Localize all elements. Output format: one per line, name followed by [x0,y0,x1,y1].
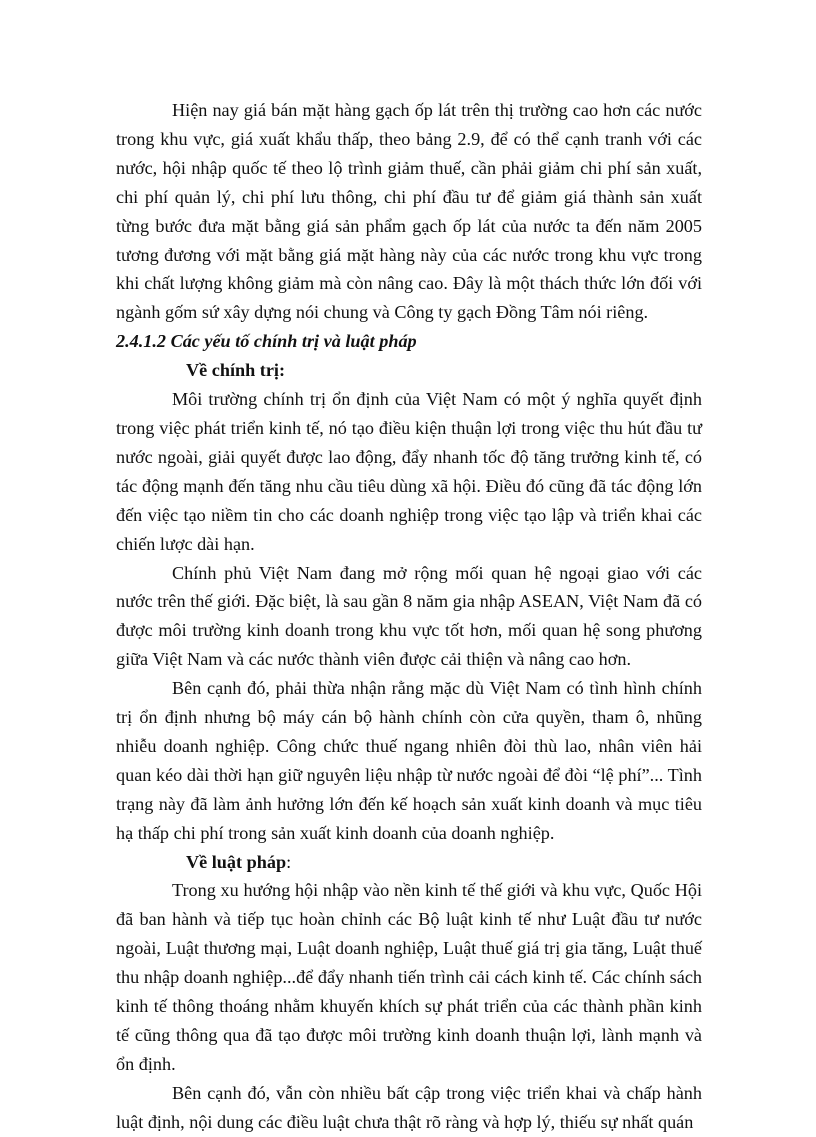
law-paragraph: Bên cạnh đó, vẫn còn nhiều bất cập trong việc triển khai và chấp hành luật định, nội dung các điều luật chưa thật rõ ràng và hợp lý, thiếu sự nhất quán [116,1082,702,1132]
paragraph-price-competition: Hiện nay giá bán mặt hàng gạch ốp lát trên thị trường cao hơn các nước trong khu vực, giá xuất khẩu thấp, theo bảng 2.9, để có thể cạnh tranh với các nước, hội nhập quốc tế theo lộ trình giảm thuế, cần phải giảm chi phí sản xuất, chi phí quản lý, chi phí lưu thông, chi phí đầu tư để giảm giá thành sản xuất từng bước đưa mặt bằng giá sản phẩm gạch ốp lát của nước ta đến năm 2005 tương đương với mặt bằng giá mặt hàng này của các nước trong khu vực trong khi chất lượng không giảm mà còn nâng cao. Đây là một thách thức lớn đối với ngành gốm sứ xây dựng nói chung và Công ty gạch Đồng Tâm nói riêng. [116,100,702,323]
document-page [116,96,702,1137]
law-heading [116,848,702,877]
politics-paragraph: Môi trường chính trị ổn định của Việt Nam có một ý nghĩa quyết định trong việc phát triển kinh tế, nó tạo điều kiện thuận lợi trong việc thu hút đầu tư nước ngoài, giải quyết được lao động, đẩy nhanh tốc độ tăng trưởng kinh tế, có tác động mạnh đến tăng nhu cầu tiêu dùng xã hội. Điều đó cũng đã tác động lớn đến việc tạo niềm tin cho các doanh nghiệp trong việc tạo lập và triển khai các chiến lược dài hạn. [116,389,702,554]
politics-heading: Về chính trị: [186,360,286,381]
law-heading-label: Về luật pháp [186,851,287,872]
politics-paragraph: Bên cạnh đó, phải thừa nhận rằng mặc dù Việt Nam có tình hình chính trị ổn định nhưng bộ máy cán bộ hành chính còn cửa quyền, tham ô, nhũng nhiễu doanh nghiệp. Công chức thuế ngang nhiên đòi thù lao, nhân viên hải quan kéo dài thời hạn giữ nguyên liệu nhập từ nước ngoài để đòi “lệ phí”... Tình trạng này đã làm ảnh hưởng lớn đến kế hoạch sản xuất kinh doanh và mục tiêu hạ thấp chi phí trong sản xuất kinh doanh của doanh nghiệp. [116,678,702,843]
section-heading: 2.4.1.2 Các yếu tố chính trị và luật pháp [116,331,417,352]
politics-paragraph: Chính phủ Việt Nam đang mở rộng mối quan hệ ngoại giao với các nước trên thế giới. Đặc biệt, là sau gần 8 năm gia nhập ASEAN, Việt Nam đã có được môi trường kinh doanh trong khu vực tốt hơn, mối quan hệ song phương giữa Việt Nam và các nước thành viên được cải thiện và nâng cao hơn. [116,562,702,670]
law-heading-colon: : [286,851,292,872]
law-paragraph: Trong xu hướng hội nhập vào nền kinh tế thế giới và khu vực, Quốc Hội đã ban hành và tiếp tục hoàn chỉnh các Bộ luật kinh tế như Luật đầu tư nước ngoài, Luật thương mại, Luật doanh nghiệp, Luật thuế giá trị gia tăng, Luật thuế thu nhập doanh nghiệp...để đẩy nhanh tiến trình cải cách kinh tế. Các chính sách kinh tế thông thoáng nhằm khuyến khích sự phát triển của các thành phần kinh tế cũng thông qua đã tạo được môi trường kinh doanh thuận lợi, lành mạnh và ổn định. [116,880,702,1074]
